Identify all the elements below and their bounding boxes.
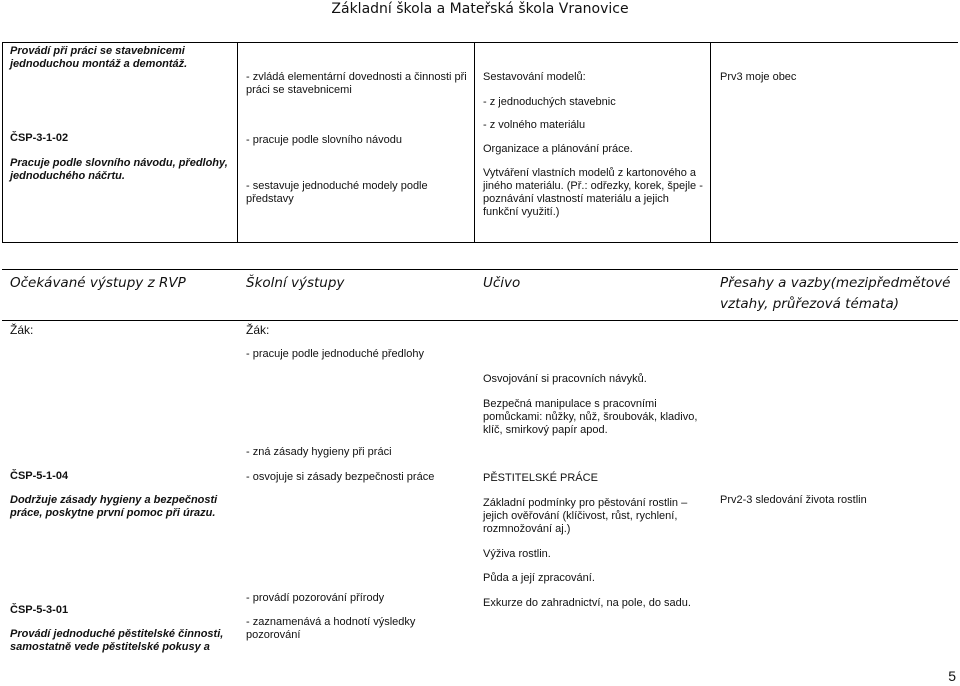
table2-school-output-1: - pracuje podle jednoduché předlohy [246, 348, 424, 360]
table2-school-output-5: - zaznamenává a hodnotí výsledky pozorování [246, 616, 416, 641]
table1-curriculum-3: - z volného materiálu [483, 119, 586, 131]
table2-border-top [2, 269, 958, 270]
table1-divider-2 [474, 42, 475, 243]
table2-curriculum-1: Osvojování si pracovních návyků. [483, 373, 647, 385]
page-number: 5 [948, 668, 956, 684]
table2-header-crosslinks: Přesahy a vazby(mezipředmětové vztahy, průřezová témata) [720, 275, 951, 312]
table1-curriculum-1: Sestavování modelů: [483, 71, 586, 83]
table2-school-output-2: - zná zásady hygieny při práci [246, 446, 392, 458]
table1-school-output-3: - sestavuje jednoduché modely podle představy [246, 180, 428, 205]
table2-rvp-desc-1: Dodržuje zásady hygieny a bezpečnosti práce, poskytne první pomoc při úrazu. [10, 494, 218, 519]
table2-school-output-3: - osvojuje si zásady bezpečnosti práce [246, 471, 435, 483]
table2-curriculum-5: Výživa rostlin. [483, 548, 551, 560]
table2-header-divider [2, 320, 958, 321]
table1-curriculum-4: Organizace a plánování práce. [483, 143, 633, 155]
table1-rvp-intro: Provádí při práci se stavebnicemi jednoduchou montáž a demontáž. [10, 45, 188, 70]
table1-divider-1 [237, 42, 238, 243]
table2-header-curriculum: Učivo [483, 275, 521, 291]
table2-header-school: Školní výstupy [246, 275, 345, 291]
table1-border-top [2, 42, 958, 43]
table2-curriculum-7: Exkurze do zahradnictví, na pole, do sadu. [483, 597, 691, 609]
table1-border-left [2, 42, 3, 243]
table2-rvp-zak: Žák: [10, 323, 34, 337]
table1-school-output-2: - pracuje podle slovního návodu [246, 134, 402, 146]
table2-school-zak: Žák: [246, 323, 270, 337]
table2-curriculum-3: PĚSTITELSKÉ PRÁCE [483, 472, 598, 484]
table1-curriculum-2: - z jednoduchých stavebnic [483, 96, 616, 108]
table1-school-output-1: - zvládá elementární dovednosti a činnosti při práci se stavebnicemi [246, 71, 467, 96]
table1-curriculum-5: Vytváření vlastních modelů z kartonového a jiného materiálu. (Př.: odřezky, korek, špejle - poznávání vlastností materiálu a jejich funkční využití.) [483, 167, 703, 218]
table2-rvp-desc-2: Provádí jednoduché pěstitelské činnosti, samostatně vede pěstitelské pokusy a [10, 628, 224, 653]
table2-curriculum-2: Bezpečná manipulace s pracovními pomůckami: nůžky, nůž, šroubovák, kladivo, klíč, smirkový papír apod. [483, 398, 698, 436]
table2-crosslinks: Prv2-3 sledování života rostlin [720, 494, 867, 506]
table2-curriculum-4: Základní podmínky pro pěstování rostlin – jejich ověřování (klíčivost, růst, rychlení, rozmnožování aj.) [483, 497, 688, 535]
table2-header-rvp: Očekávané výstupy z RVP [10, 275, 186, 291]
table1-crosslinks: Prv3 moje obec [720, 71, 797, 83]
table2-rvp-code-2: ČSP-5-3-01 [10, 604, 69, 616]
table2-school-output-4: - provádí pozorování přírody [246, 592, 385, 604]
table2-rvp-code-1: ČSP-5-1-04 [10, 470, 69, 482]
table1-rvp-code: ČSP-3-1-02 [10, 132, 69, 144]
table1-rvp-desc: Pracuje podle slovního návodu, předlohy, jednoduchého náčrtu. [10, 157, 228, 182]
page-header: Základní škola a Mateřská škola Vranovice [331, 1, 629, 17]
table1-border-bottom [2, 242, 958, 243]
table1-divider-3 [710, 42, 711, 243]
table2-curriculum-6: Půda a její zpracování. [483, 572, 595, 584]
